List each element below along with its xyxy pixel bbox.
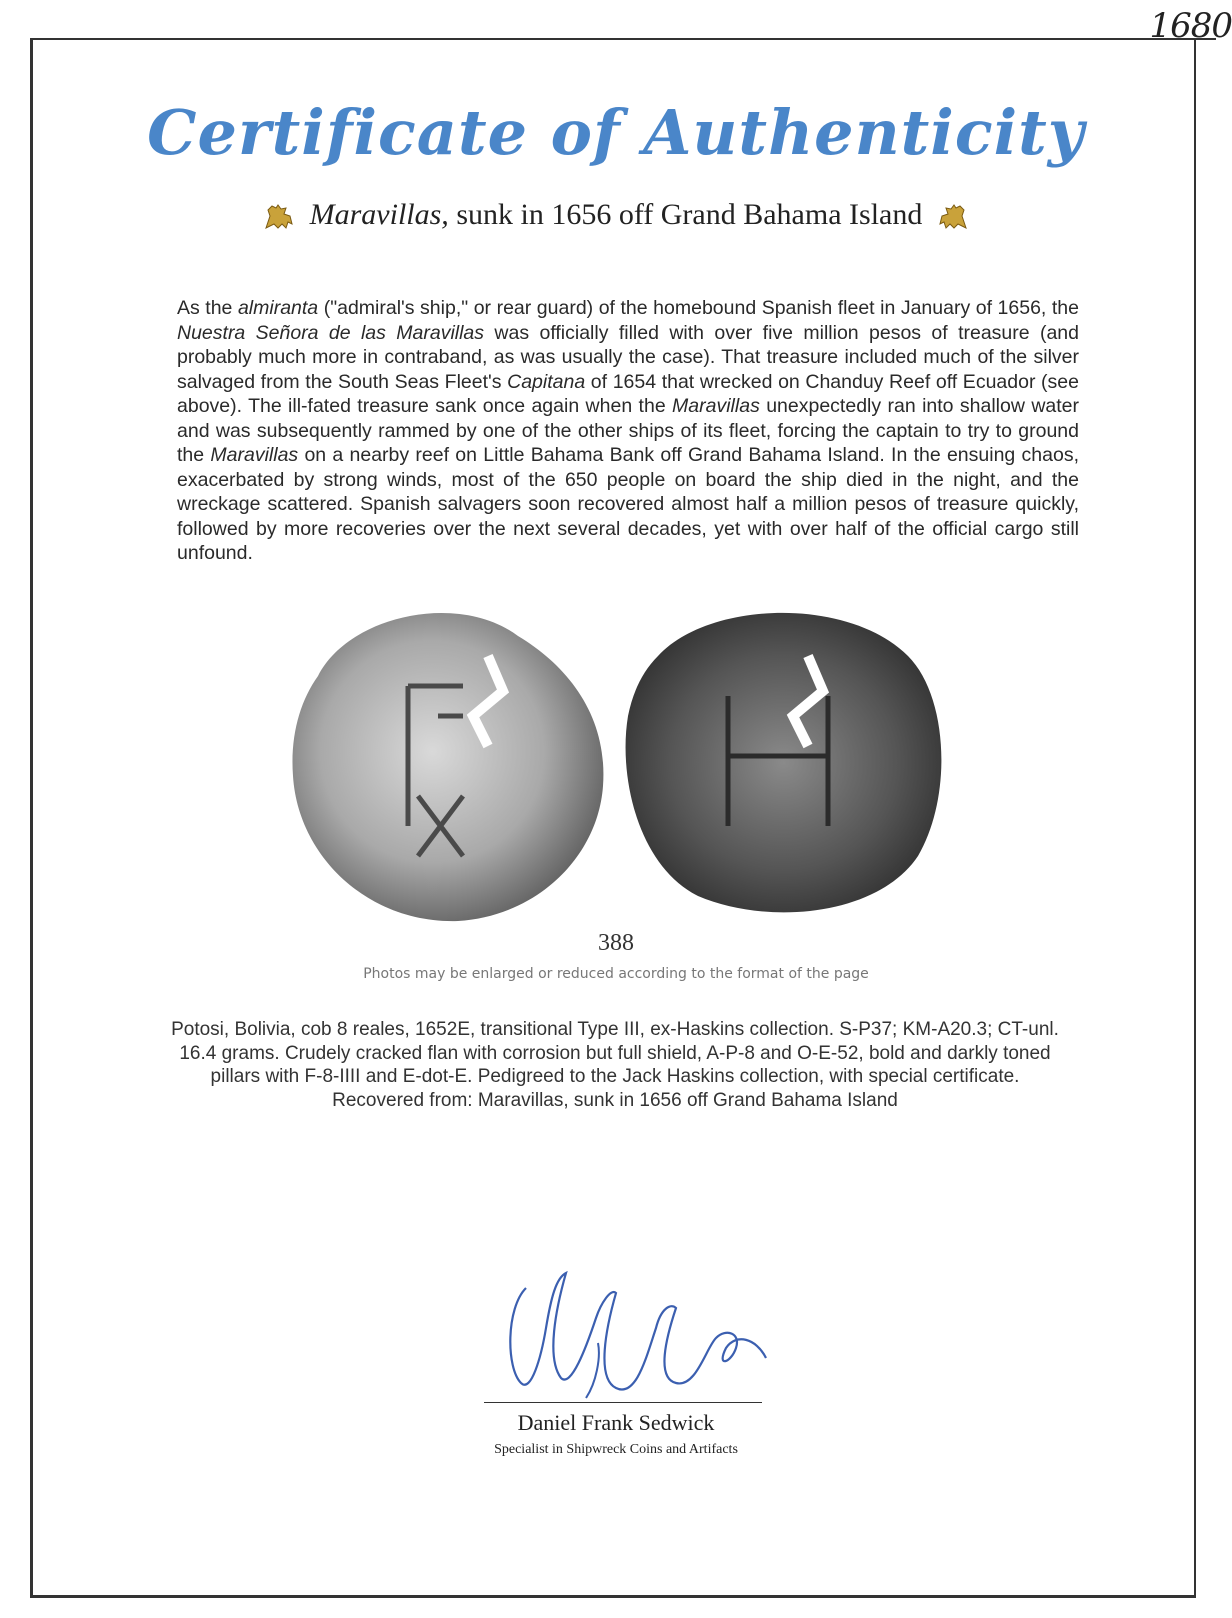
subtitle-ship: Maravillas,: [309, 198, 449, 231]
history-paragraph: As the almiranta ("admiral's ship," or rear guard) of the homebound Spanish fleet in January of 1656, the Nuestra Señora de las Maravillas was officially filled with over five million pesos of treasure (and probably much more in contraband, as was usually the case). That treasure included much of the silver salvaged from the South Seas Fleet's Capitana of 1654 that wrecked on Chanduy Reef off Ecuador (see above). The ill-fated treasure sank once again when the Maravillas unexpectedly ran into shallow water and was subsequently rammed by one of the other ships of its fleet, forcing the captain to try to ground the Maravillas on a nearby reef on Little Bahama Bank off Grand Bahama Island. In the ensuing chaos, exacerbated by strong winds, most of the 650 people on board the ship died in the night, and the wreckage scattered. Spanish salvagers soon recovered almost half a million pesos of treasure quickly, followed by more recoveries over the next several decades, yet with over half of the official cargo still unfound.: [177, 297, 1080, 564]
certificate-title: Certificate of Authenticity: [147, 96, 1085, 169]
signature-line: [484, 1402, 762, 1403]
lot-number: 388: [598, 930, 634, 956]
coin-photos: [288, 596, 948, 926]
coin-description: Potosi, Bolivia, cob 8 reales, 1652E, transitional Type III, ex-Haskins collection. S-P37; KM-A20.3; CT-unl. 16.4 grams. Crudely cracked flan with corrosion but full shield, A-P-8 and O-E-52, bold and darkly toned pillars with F-8-IIII and E-dot-E. Pedigreed to the Jack Haskins collection, with special certificate. Recovered from: Maravillas, sunk in 1656 off Grand Bahama Island: [171, 1019, 1059, 1111]
coin-reverse: [626, 613, 942, 913]
lion-left-icon: [262, 202, 296, 232]
signer-title: Specialist in Shipwreck Coins and Artifacts: [494, 1442, 738, 1457]
signature: [486, 1248, 786, 1408]
photo-note: Photos may be enlarged or reduced according to the format of the page: [363, 966, 869, 982]
lion-right-icon: [936, 202, 970, 232]
signer-name: Daniel Frank Sedwick: [517, 1410, 715, 1435]
coin-obverse: [292, 613, 603, 921]
handwritten-number: 1680: [1149, 6, 1232, 46]
subtitle-rest: sunk in 1656 off Grand Bahama Island: [456, 198, 923, 231]
certificate-subtitle: [0, 198, 1232, 232]
